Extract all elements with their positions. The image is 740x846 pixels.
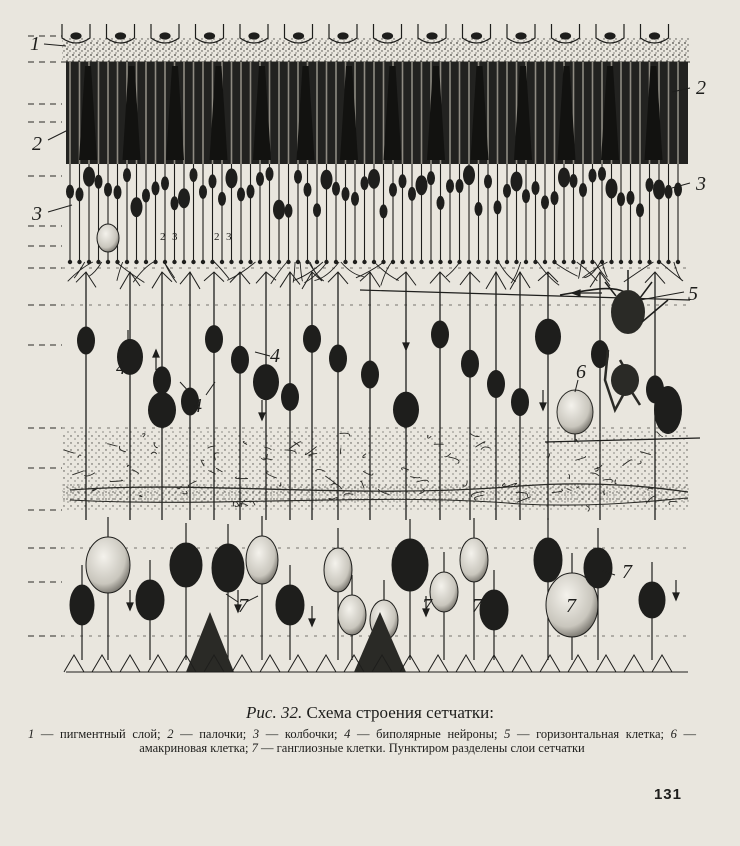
bipolar-soma: [361, 361, 379, 389]
synaptic-terminal: [286, 260, 290, 264]
cone-nucleus: [131, 197, 143, 217]
synaptic-terminal: [467, 260, 471, 264]
rod-nucleus: [627, 191, 635, 205]
bipolar-soma: [253, 364, 279, 400]
arrow-head: [403, 343, 409, 350]
ganglion-soma: [324, 548, 352, 592]
rod-nucleus: [589, 169, 597, 183]
rod-nucleus: [256, 172, 264, 186]
rod-nucleus: [66, 185, 74, 199]
cone-nucleus: [83, 167, 95, 187]
rod-nucleus: [674, 183, 682, 197]
rod-nucleus: [237, 187, 245, 201]
synaptic-terminal: [106, 260, 110, 264]
synaptic-terminal: [210, 260, 214, 264]
synaptic-terminal: [125, 260, 129, 264]
rod-nucleus: [199, 185, 207, 199]
rod-nucleus: [541, 195, 549, 209]
photoreceptor-outer-segments: [66, 62, 688, 164]
ganglion-soma: [86, 537, 130, 593]
bipolar-soma: [281, 383, 299, 411]
arrow-head: [127, 603, 133, 610]
rod-nucleus: [408, 187, 416, 201]
label-small-3a: 3: [172, 231, 178, 243]
dendrite: [554, 262, 578, 276]
dendrite: [499, 262, 516, 281]
rod-nucleus: [152, 181, 160, 195]
label-small-3b: 3: [226, 231, 232, 243]
bipolar-soma: [329, 344, 347, 372]
horizontal-cell: [560, 270, 668, 334]
cone-nucleus: [368, 169, 380, 189]
figure-number: Рис. 32.: [246, 703, 303, 722]
rod-nucleus: [171, 196, 179, 210]
legend-num-7: 7: [251, 741, 258, 755]
legend-text-3: — колбочки;: [259, 727, 345, 741]
rod-nucleus: [665, 185, 673, 199]
cone-nucleus: [511, 171, 523, 191]
fiber-end: [540, 655, 560, 672]
bipolar-soma: [303, 325, 321, 353]
fiber-end: [512, 655, 532, 672]
synaptic-terminal: [600, 260, 604, 264]
outer-segment-band: [66, 62, 688, 164]
cone-nucleus: [653, 180, 665, 200]
dendrite: [674, 262, 682, 280]
synaptic-terminal: [524, 260, 528, 264]
arrow-head: [572, 290, 580, 296]
pigment-nucleus: [116, 33, 126, 39]
fiber-end: [624, 655, 644, 672]
synaptic-terminal: [220, 260, 224, 264]
rod-nucleus: [475, 202, 483, 216]
legend-num-3: 3: [252, 727, 260, 741]
page-number: 131: [653, 786, 682, 803]
fiber-end: [92, 655, 112, 672]
rod-nucleus: [266, 167, 274, 181]
rod-nucleus: [437, 196, 445, 210]
rod-nucleus: [456, 179, 464, 193]
ganglion-soma: [392, 539, 428, 591]
pigment-nucleus: [605, 33, 615, 39]
bipolar-soma: [153, 366, 171, 394]
rod-nucleus: [617, 192, 625, 206]
label-ganglion-2: 7: [422, 595, 432, 617]
label-bipolar-3: 4: [192, 395, 202, 417]
ganglion-soma: [480, 590, 508, 630]
pigment-nucleus: [205, 33, 215, 39]
synaptic-terminal: [429, 260, 433, 264]
cone-nucleus: [558, 167, 570, 187]
ganglion-soma: [430, 572, 458, 612]
label-horizontal-cell: 5: [688, 283, 698, 305]
arrow-head: [259, 413, 265, 420]
label-small-2b: 2: [214, 231, 220, 243]
legend-text-1: — пигментный слой;: [34, 727, 168, 741]
rod-nucleus: [313, 203, 321, 217]
rod-nucleus: [285, 204, 293, 218]
synaptic-terminal: [619, 260, 623, 264]
rod-nucleus: [332, 182, 340, 196]
fiber-end: [652, 655, 672, 672]
muller-cell-body: [654, 386, 682, 434]
rod-nucleus: [161, 176, 169, 190]
legend-num-5: 5: [504, 727, 511, 741]
synaptic-terminal: [448, 260, 452, 264]
synaptic-terminal: [258, 260, 262, 264]
synaptic-terminal: [144, 260, 148, 264]
bipolar-soma: [431, 320, 449, 348]
synaptic-terminal: [676, 260, 680, 264]
synaptic-terminal: [267, 260, 271, 264]
fiber-end: [428, 655, 448, 672]
rod-nucleus: [389, 183, 397, 197]
rod-nucleus: [361, 176, 369, 190]
synaptic-terminal: [562, 260, 566, 264]
rod-nucleus: [294, 170, 302, 184]
synaptic-terminal: [134, 260, 138, 264]
bipolar-soma: [393, 392, 419, 428]
synaptic-terminal: [201, 260, 205, 264]
rod-nucleus: [494, 200, 502, 214]
rod-nucleus: [342, 187, 350, 201]
rod-nucleus: [209, 174, 217, 188]
pigment-nucleus: [516, 33, 526, 39]
rod-nucleus: [484, 175, 492, 189]
rod-nucleus: [123, 168, 131, 182]
rod-nucleus: [598, 167, 606, 181]
bipolar-soma: [487, 370, 505, 398]
dendrite: [300, 262, 302, 281]
dendrite: [660, 262, 683, 281]
rod-nucleus: [646, 178, 654, 192]
synaptic-terminal: [476, 260, 480, 264]
dendrite: [446, 262, 460, 277]
arrow-head: [309, 619, 315, 626]
rod-nucleus: [304, 183, 312, 197]
ganglion-soma: [338, 595, 366, 635]
synaptic-terminal: [153, 260, 157, 264]
cone-nucleus: [321, 170, 333, 190]
synaptic-terminal: [239, 260, 243, 264]
cone-nucleus: [273, 200, 285, 220]
pigment-nucleus: [160, 33, 170, 39]
cone-cell-body: [97, 224, 119, 252]
label-rods-left: 2: [32, 133, 42, 155]
legend-num-6: 6: [670, 727, 677, 741]
synaptic-terminal: [353, 260, 357, 264]
label-amacrine-cell: 6: [576, 361, 586, 383]
synaptic-terminal: [343, 260, 347, 264]
synaptic-terminal: [191, 260, 195, 264]
legend-text-5: — горизонтальная клетка;: [510, 727, 671, 741]
fiber-end: [596, 655, 616, 672]
rod-nucleus: [570, 174, 578, 188]
rod-nucleus: [218, 192, 226, 206]
label-small-2a: 2: [160, 231, 166, 243]
legend-num-4: 4: [344, 727, 351, 741]
pigment-nucleus: [650, 33, 660, 39]
label-bipolar-2: 4: [270, 345, 280, 367]
synaptic-terminal: [68, 260, 72, 264]
dendrite: [341, 262, 364, 277]
fiber-end: [148, 655, 168, 672]
rod-nucleus: [636, 203, 644, 217]
ganglion-soma: [136, 580, 164, 620]
synaptic-terminal: [590, 260, 594, 264]
synaptic-terminal: [666, 260, 670, 264]
ganglion-soma: [276, 585, 304, 625]
synaptic-terminal: [628, 260, 632, 264]
pigment-nucleus: [338, 33, 348, 39]
dendrite: [227, 262, 255, 280]
legend-text-6: — амакриновая клетка;: [139, 727, 696, 755]
rod-nucleus: [551, 191, 559, 205]
synaptic-terminal: [77, 260, 81, 264]
synaptic-terminal: [296, 260, 300, 264]
cone-nucleus: [463, 165, 475, 185]
legend-text-4: — биполярные нейроны;: [350, 727, 505, 741]
synaptic-terminal: [571, 260, 575, 264]
arrow-head: [153, 350, 159, 357]
ganglion-soma: [246, 536, 278, 584]
rod-nucleus: [104, 183, 112, 197]
legend-num-2: 2: [167, 727, 174, 741]
bipolar-soma: [511, 388, 529, 416]
synaptic-terminal: [505, 260, 509, 264]
rod-nucleus: [522, 189, 530, 203]
synaptic-terminal: [182, 260, 186, 264]
fiber-end: [568, 655, 588, 672]
synaptic-terminal: [438, 260, 442, 264]
rod-nucleus: [427, 171, 435, 185]
ganglion-soma: [460, 538, 488, 582]
cone-nucleus: [416, 175, 428, 195]
label-ganglion-3: 7: [472, 595, 482, 617]
synaptic-terminal: [543, 260, 547, 264]
rod-nucleus: [399, 174, 407, 188]
rod-nucleus: [503, 184, 511, 198]
synaptic-terminal: [229, 260, 233, 264]
dendrite: [89, 262, 102, 277]
synaptic-terminal: [419, 260, 423, 264]
label-rods-right: 2: [696, 77, 706, 99]
rod-nucleus: [446, 179, 454, 193]
bipolar-soma: [205, 325, 223, 353]
synaptic-terminal: [277, 260, 281, 264]
pigment-nucleus: [561, 33, 571, 39]
ganglion-cells: [70, 516, 665, 672]
synaptic-terminal: [400, 260, 404, 264]
synaptic-terminal: [362, 260, 366, 264]
fiber-end: [288, 655, 308, 672]
label-cones-left: 3: [32, 203, 42, 225]
bipolar-soma: [77, 327, 95, 355]
rod-nucleus: [579, 183, 587, 197]
bipolar-soma: [461, 350, 479, 378]
label-ganglion-1: 7: [238, 595, 248, 617]
label-pigment-layer: 1: [30, 33, 40, 55]
ganglion-soma: [584, 548, 612, 588]
caption-title-text: Схема строения сетчатки:: [306, 703, 494, 722]
ganglion-soma: [212, 544, 244, 592]
pigment-nucleus: [71, 33, 81, 39]
ganglion-soma: [70, 585, 94, 625]
pigment-nucleus: [427, 33, 437, 39]
pigment-nucleus: [249, 33, 259, 39]
label-bipolar-1: 4: [116, 357, 126, 379]
label-ganglion-4: 7: [566, 595, 576, 617]
rod-nucleus: [190, 168, 198, 182]
rod-nucleus: [142, 189, 150, 203]
label-cones-right: 3: [696, 173, 706, 195]
fiber-end: [456, 655, 476, 672]
rod-nucleus: [114, 185, 122, 199]
pigment-nucleus: [472, 33, 482, 39]
pigment-nucleus: [294, 33, 304, 39]
cone-nucleus: [606, 178, 618, 198]
rod-nucleus: [532, 181, 540, 195]
cone-nucleus: [226, 168, 238, 188]
synaptic-terminal: [514, 260, 518, 264]
synaptic-terminal: [486, 260, 490, 264]
synaptic-terminal: [638, 260, 642, 264]
bipolar-soma-large: [148, 392, 176, 428]
synaptic-terminal: [172, 260, 176, 264]
cone-nucleus: [178, 188, 190, 208]
rod-nucleus: [380, 204, 388, 218]
figure-caption-legend: [28, 727, 696, 755]
ganglion-soma: [170, 543, 202, 587]
arrow-head: [673, 593, 679, 600]
pigment-nucleus: [383, 33, 393, 39]
ganglion-soma: [534, 538, 562, 582]
dendrite: [293, 262, 295, 283]
bipolar-soma: [535, 319, 561, 355]
synaptic-terminal: [315, 260, 319, 264]
dendrite: [133, 262, 153, 282]
legend-text-2: — палочки;: [173, 727, 253, 741]
ganglion-soma: [639, 582, 665, 618]
synaptic-terminal: [96, 260, 100, 264]
fiber-end: [64, 655, 84, 672]
rod-nucleus: [95, 175, 103, 189]
dendrite: [214, 262, 229, 279]
fiber-end: [232, 655, 252, 672]
label-ganglion-5: 7: [622, 561, 632, 583]
glial-foot: [186, 612, 234, 672]
dendrite: [381, 262, 392, 286]
rod-nucleus: [247, 184, 255, 198]
bipolar-soma: [231, 346, 249, 374]
legend-num-1: 1: [28, 727, 35, 741]
rod-nucleus: [76, 187, 84, 201]
synaptic-terminal: [248, 260, 252, 264]
synaptic-terminal: [410, 260, 414, 264]
synaptic-terminal: [609, 260, 613, 264]
fiber-end: [260, 655, 280, 672]
fiber-end: [316, 655, 336, 672]
rod-nucleus: [351, 192, 359, 206]
synaptic-terminal: [533, 260, 537, 264]
figure-caption-title: [0, 703, 740, 723]
fiber-end: [120, 655, 140, 672]
arrow-head: [540, 403, 546, 410]
legend-text-7: — ганглиозные клетки. Пунктиром разделены слои сетчатки: [257, 741, 585, 755]
